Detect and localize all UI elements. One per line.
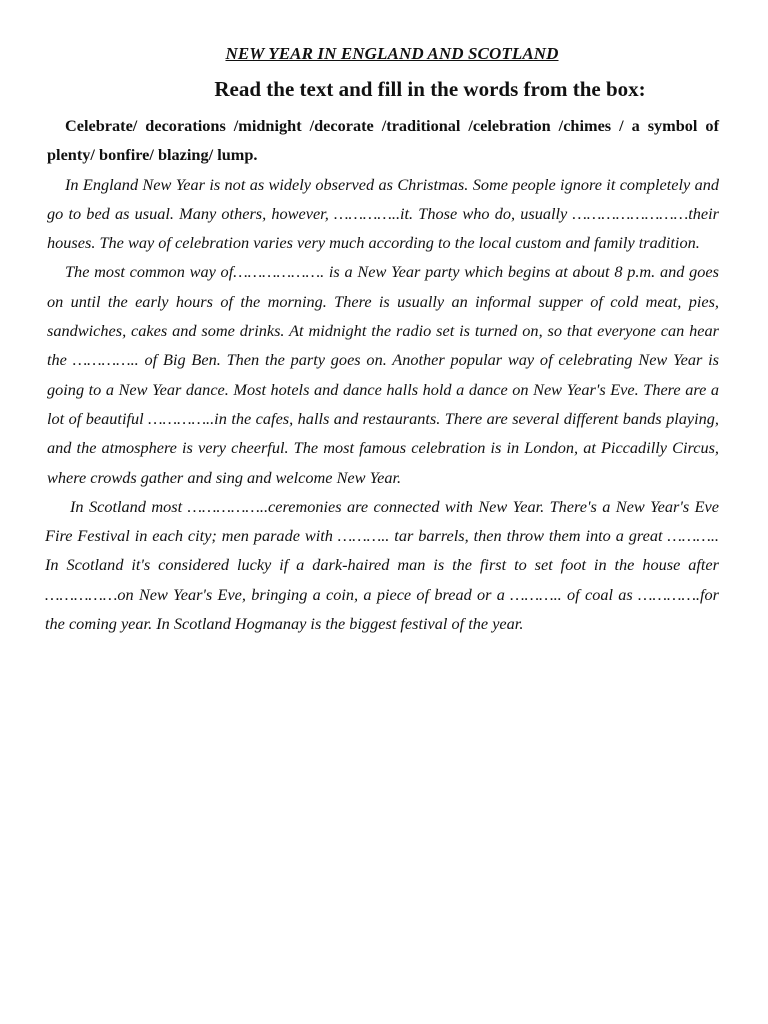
instruction-heading: Read the text and fill in the words from the box:	[214, 77, 646, 101]
paragraph-england-intro: In England New Year is not as widely observed as Christmas. Some people ignore it completely and go to bed as usual. Many others, however, …………..it. Those who do, usually ……………………their houses. The way of celebration varies very much according to the local custom and family tradition.	[47, 174, 719, 253]
paragraph-new-year-party: The most common way of………………. is a New Year party which begins at about 8 p.m. and goes on until the early hours of the morning. There is usually an informal supper of cold meat, pies, sandwiches, cakes and some drinks. At midnight the radio set is turned on, so that everyone can hear the ………….. of Big Ben. Then the party goes on. Another popular way of celebrating New Year is going to a New Year dance. Most hotels and dance halls hold a dance on New Year's Eve. There are a lot of beautiful …………..in the cafes, halls and restaurants. There are several different bands playing, and the atmosphere is very cheerful. The most famous celebration is in London, at Piccadilly Circus, where crowds gather and sing and welcome New Year.	[47, 262, 719, 487]
worksheet-body	[47, 111, 719, 638]
paragraph-scotland: In Scotland most ……………..ceremonies are connected with New Year. There's a New Year's Eve Fire Festival in each city; men parade with ……….. tar barrels, then throw them into a great ……….. In Scotland it's considered lucky if a dark-haired man is the first to set foot in the house after ……………on New Year's Eve, bringing a coin, a piece of bread or a ……….. of coal as ………….for the coming year. In Scotland Hogmanay is the biggest festival of the year.	[45, 496, 719, 634]
worksheet-title: NEW YEAR IN ENGLAND AND SCOTLAND	[225, 44, 559, 63]
word-box: Celebrate/ decorations /midnight /decorate /traditional /celebration /chimes / a symbol of plenty/ bonfire/ blazing/ lump.	[47, 116, 719, 165]
